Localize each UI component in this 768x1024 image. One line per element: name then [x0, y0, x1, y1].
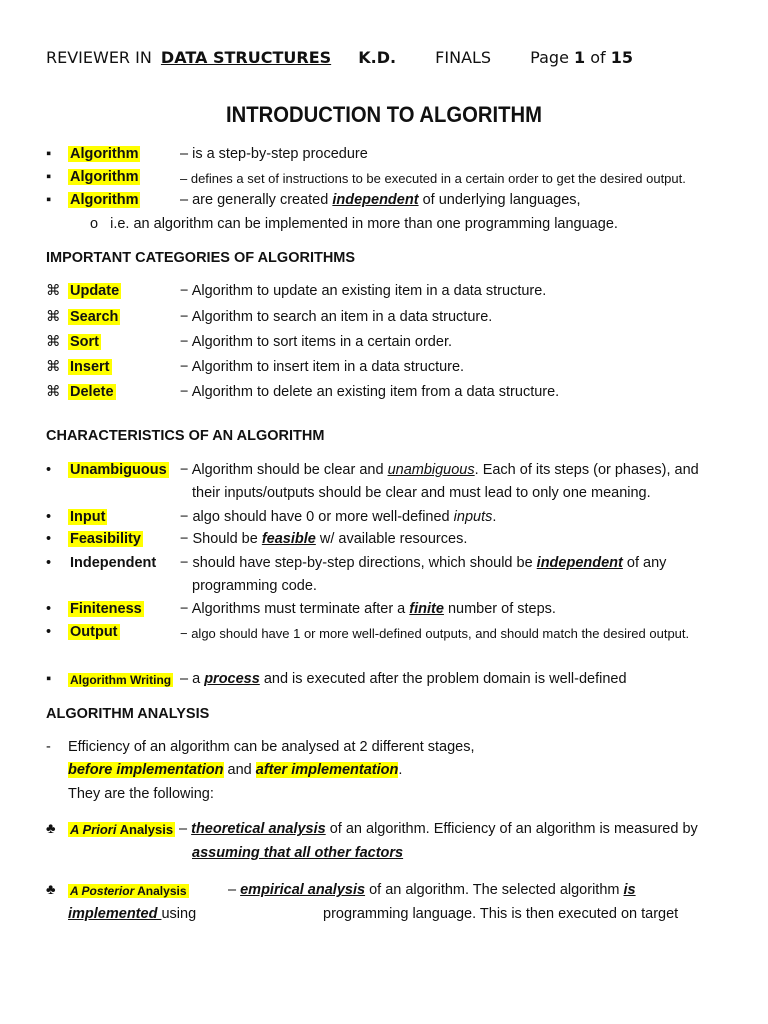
circle-bullet-icon: o [90, 216, 99, 232]
header-subject: DATA STRUCTURES [160, 48, 332, 67]
definition-part: . [492, 509, 497, 525]
header-prefix: REVIEWER IN [46, 48, 152, 67]
emphasis: implemented [68, 906, 162, 922]
and-word: and [223, 762, 256, 778]
term: Feasibility [70, 531, 141, 547]
definition-part: − Algorithms must terminate after a [180, 601, 410, 617]
term: Algorithm [70, 146, 139, 162]
dash: – [179, 821, 188, 837]
intro-subitem [90, 216, 618, 232]
header-initials: K.D. [358, 48, 397, 67]
term-regular: Analysis [134, 884, 187, 898]
categories-heading: IMPORTANT CATEGORIES OF ALGORITHMS [46, 250, 356, 266]
command-bullet-icon: ⌘ [46, 309, 61, 325]
emphasis: inputs [453, 509, 493, 525]
definition-continued: programming code. [192, 578, 317, 594]
term: Unambiguous [70, 462, 167, 478]
term-italic: A Priori [70, 822, 117, 837]
period: . [398, 762, 403, 778]
square-bullet-icon: ▪ [46, 671, 52, 687]
analysis-line: Efficiency of an algorithm can be analysed at 2 different stages, [68, 739, 475, 755]
definition-part: programming language. This is then executed on target [323, 906, 679, 922]
header-page-label [530, 48, 633, 67]
term-regular: Analysis [116, 822, 174, 837]
definition: − Algorithm to delete an existing item from a data structure. [180, 384, 560, 400]
definition-part: number of steps. [443, 601, 556, 617]
definition-part: − algo should have 0 or more well-defined [180, 509, 454, 525]
definition: – defines a set of instructions to be executed in a certain order to get the desired output. [180, 171, 686, 186]
term: Algorithm [70, 192, 139, 208]
analysis-line: They are the following: [68, 786, 214, 802]
definition-part: − should have step-by-step directions, which should be [180, 555, 537, 571]
term: Insert [70, 359, 110, 375]
emphasis: independent [536, 555, 623, 571]
characteristics-heading: CHARACTERISTICS OF AN ALGORITHM [46, 428, 325, 444]
definition-part: of an algorithm. Efficiency of an algorithm is measured by [325, 821, 698, 837]
term [68, 884, 189, 898]
emphasis: feasible [261, 531, 316, 547]
definition [180, 601, 556, 617]
page-header [46, 48, 633, 67]
definition-part: w/ available resources. [315, 531, 468, 547]
club-bullet-icon: ♣ [46, 882, 56, 898]
term [68, 822, 175, 837]
definition [180, 671, 627, 687]
analysis-heading: ALGORITHM ANALYSIS [46, 706, 210, 722]
definition: − algo should have 1 or more well-defined outputs, and should match the desired output. [180, 626, 690, 641]
term: Update [70, 283, 120, 299]
definition-part: of any [622, 555, 667, 571]
emphasis: finite [409, 601, 444, 617]
definition [180, 555, 666, 571]
page-number: 1 [574, 48, 586, 67]
emphasis: unambiguous [387, 462, 475, 478]
dot-bullet-icon: • [46, 509, 52, 525]
definition [180, 462, 699, 478]
dash: – [228, 882, 237, 898]
square-bullet-icon: ▪ [46, 192, 52, 208]
page-word: Page [530, 48, 569, 67]
analysis-stages [68, 762, 402, 778]
definition [180, 531, 467, 547]
definition: – is a step-by-step procedure [180, 146, 368, 162]
term: Delete [70, 384, 114, 400]
definition [180, 509, 496, 525]
definition: − Algorithm to insert item in a data structure. [180, 359, 465, 375]
term: Output [70, 624, 118, 640]
term: Search [70, 309, 119, 325]
definition-part: − Algorithm should be clear and [180, 462, 388, 478]
command-bullet-icon: ⌘ [46, 359, 61, 375]
term: Input [70, 509, 106, 525]
definition [179, 821, 698, 837]
header-term: FINALS [435, 48, 492, 67]
term: Finiteness [70, 601, 142, 617]
term: Independent [70, 555, 157, 571]
command-bullet-icon: ⌘ [46, 384, 61, 400]
definition-continued: their inputs/outputs should be clear and must lead to only one meaning. [192, 485, 651, 501]
definition [180, 192, 581, 208]
dot-bullet-icon: • [46, 531, 52, 547]
definition-part: of an algorithm. The selected algorithm [365, 882, 624, 898]
definition-part: – a [180, 671, 205, 687]
definition: − Algorithm to search an item in a data structure. [180, 309, 493, 325]
dot-bullet-icon: • [46, 601, 52, 617]
definition: − Algorithm to sort items in a certain order. [180, 334, 452, 350]
term: Sort [70, 334, 99, 350]
definition-part: using [161, 906, 197, 922]
emphasis: process [204, 671, 260, 687]
subitem-text: i.e. an algorithm can be implemented in more than one programming language. [110, 216, 618, 232]
command-bullet-icon: ⌘ [46, 283, 61, 299]
definition: − Algorithm to update an existing item in a data structure. [180, 283, 547, 299]
definition-continued: assuming that all other factors [192, 845, 404, 861]
emphasis: is [623, 882, 636, 898]
club-bullet-icon: ♣ [46, 821, 56, 837]
definition [228, 882, 636, 898]
definition-part: and is executed after the problem domain is well-defined [259, 671, 627, 687]
after-implementation: after implementation [255, 762, 399, 778]
command-bullet-icon: ⌘ [46, 334, 61, 350]
term: Algorithm Writing [70, 673, 172, 687]
square-bullet-icon: ▪ [46, 169, 52, 185]
before-implementation: before implementation [68, 762, 224, 778]
definition-part: . Each of its steps (or phases), and [474, 462, 699, 478]
emphasis: theoretical analysis [191, 821, 326, 837]
square-bullet-icon: ▪ [46, 146, 52, 162]
definition-part: − Should be [180, 531, 262, 547]
dash-bullet: - [46, 739, 51, 755]
term: Algorithm [70, 169, 139, 185]
page-title: INTRODUCTION TO ALGORITHM [226, 102, 542, 127]
dot-bullet-icon: • [46, 462, 52, 478]
of-word: of [590, 48, 606, 67]
dot-bullet-icon: • [46, 624, 52, 640]
emphasis: independent [332, 192, 419, 208]
term-italic: A Posterior [70, 884, 135, 898]
definition-part: of underlying languages, [418, 192, 581, 208]
emphasis: empirical analysis [240, 882, 366, 898]
dot-bullet-icon: • [46, 555, 52, 571]
definition-continued [68, 906, 688, 922]
page-total: 15 [610, 48, 634, 67]
definition-part: – are generally created [180, 192, 333, 208]
